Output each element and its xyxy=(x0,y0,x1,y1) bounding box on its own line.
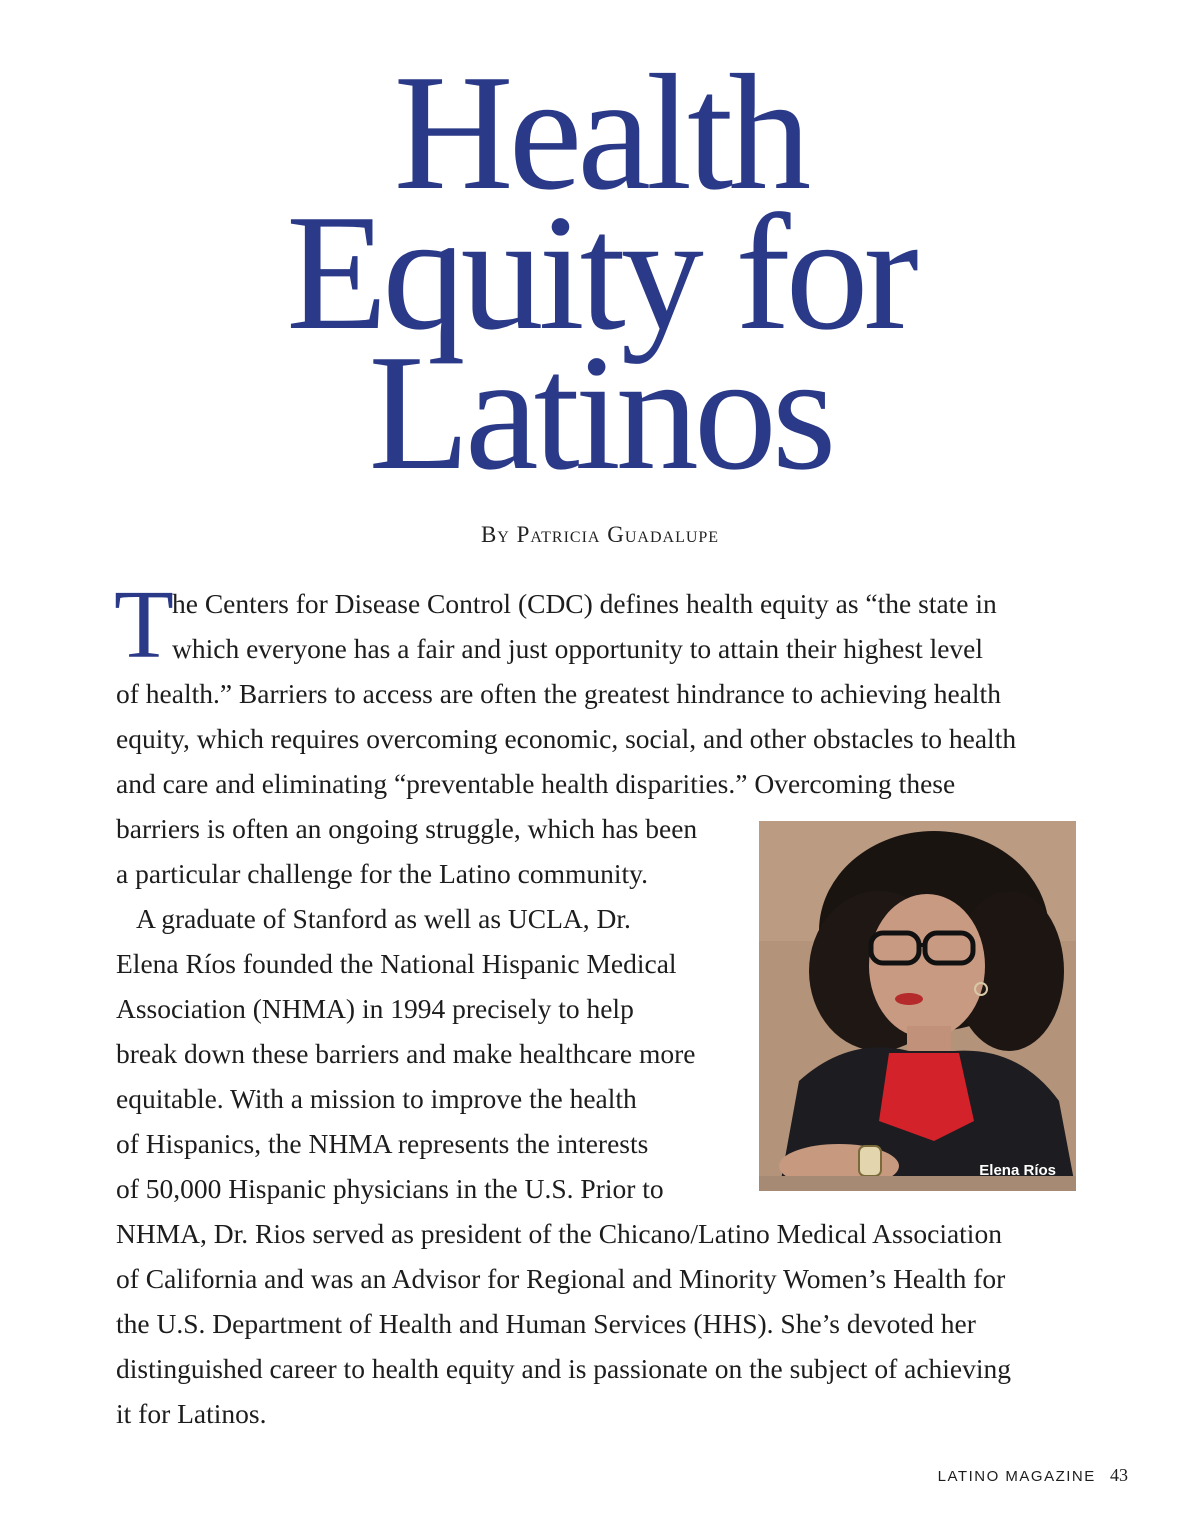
title-line-3: Latinos xyxy=(368,320,832,504)
body-line: Elena Ríos founded the National Hispanic Medical xyxy=(116,948,677,979)
body-line: which everyone has a fair and just opportunity to attain their highest level xyxy=(172,633,984,664)
body-line: of California and was an Advisor for Regional and Minority Women’s Health for xyxy=(116,1263,1006,1294)
photo-caption: Elena Ríos xyxy=(979,1162,1056,1179)
body-line: the U.S. Department of Health and Human Services (HHS). She’s devoted her xyxy=(116,1308,976,1339)
title-line-2: Equity for xyxy=(286,180,914,364)
article-title xyxy=(0,40,1200,504)
body-line: and care and eliminating “preventable health disparities.” Overcoming these xyxy=(116,768,956,799)
page-number: 43 xyxy=(1110,1465,1128,1485)
body-line: barriers is often an ongoing struggle, which has been xyxy=(116,813,698,844)
page-footer xyxy=(938,1465,1128,1486)
drop-cap: T xyxy=(114,571,174,679)
body-line: he Centers for Disease Control (CDC) defines health equity as “the state in xyxy=(172,588,997,619)
body-line: Association (NHMA) in 1994 precisely to help xyxy=(116,993,634,1024)
portrait-illustration xyxy=(759,821,1076,1191)
byline: By Patricia Guadalupe xyxy=(480,522,720,547)
body-line: of Hispanics, the NHMA represents the interests xyxy=(116,1128,649,1159)
portrait-photo xyxy=(759,821,1076,1191)
body-line: NHMA, Dr. Rios served as president of the Chicano/Latino Medical Association xyxy=(116,1218,1002,1249)
body-line: it for Latinos. xyxy=(116,1398,267,1429)
body-line: break down these barriers and make healthcare more xyxy=(116,1038,696,1069)
body-line: A graduate of Stanford as well as UCLA, Dr. xyxy=(136,903,631,934)
body-line: a particular challenge for the Latino community. xyxy=(116,858,648,889)
body-line: equity, which requires overcoming economic, social, and other obstacles to health xyxy=(116,723,1017,754)
magazine-name: LATINO MAGAZINE xyxy=(937,1468,1096,1485)
title-line-1: Health xyxy=(393,40,807,224)
body-line: distinguished career to health equity and is passionate on the subject of achieving xyxy=(116,1353,1012,1384)
body-line: equitable. With a mission to improve the health xyxy=(116,1083,637,1114)
body-line: of health.” Barriers to access are often the greatest hindrance to achieving health xyxy=(116,678,1001,709)
body-line: of 50,000 Hispanic physicians in the U.S. Prior to xyxy=(116,1173,664,1204)
